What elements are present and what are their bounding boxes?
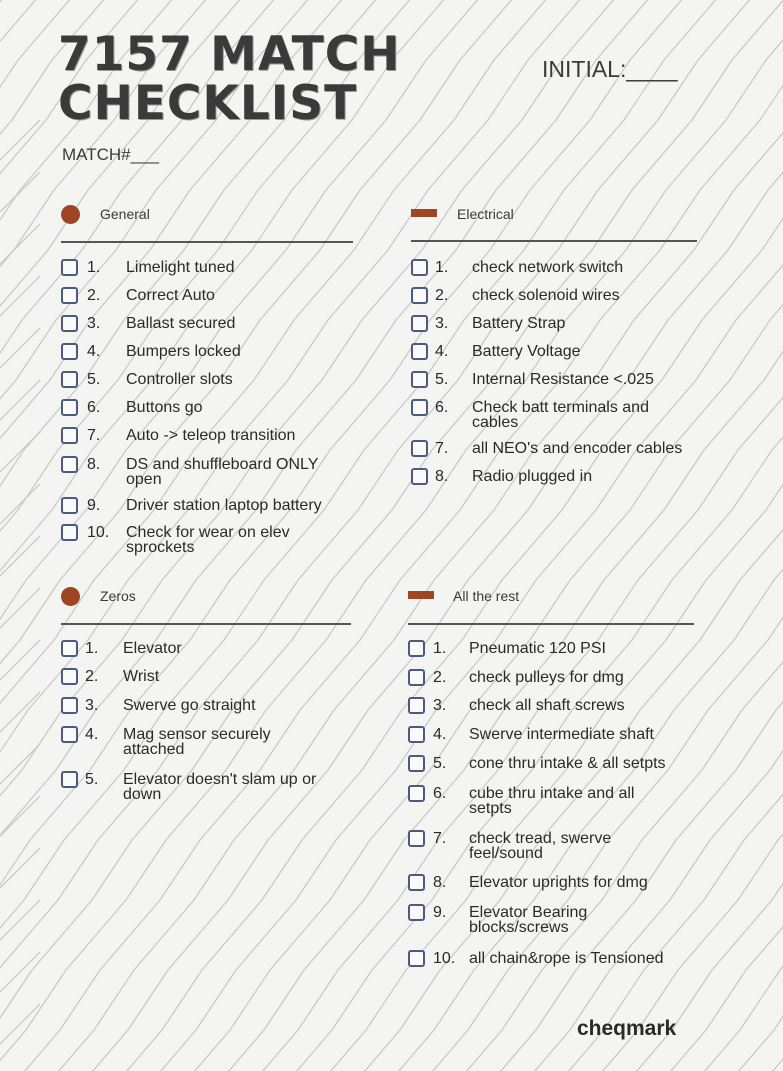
item-text: Pneumatic 120 PSI (469, 640, 606, 657)
item-text: Driver station laptop battery (126, 497, 322, 514)
background-line (0, 120, 40, 160)
checkbox[interactable] (408, 755, 425, 772)
section-title: General (100, 206, 150, 222)
checkbox[interactable] (61, 456, 78, 473)
item-number: 8. (433, 874, 447, 891)
section-divider (408, 623, 694, 625)
checkbox[interactable] (61, 427, 78, 444)
item-text: Bumpers locked (126, 343, 241, 360)
item-number: 5. (433, 755, 447, 772)
section-zeros (61, 585, 351, 803)
item-number: 5. (435, 371, 449, 388)
item-text: Check batt terminals and cables (472, 399, 649, 431)
section-divider (61, 623, 351, 625)
checkbox[interactable] (408, 697, 425, 714)
item-text: Correct Auto (126, 287, 215, 304)
checkbox[interactable] (411, 399, 428, 416)
checklist-item (61, 772, 351, 804)
item-text: Elevator (123, 640, 182, 657)
checkbox[interactable] (408, 950, 425, 967)
item-number: 5. (87, 371, 101, 388)
item-text: check network switch (472, 259, 624, 276)
checklist-item (408, 875, 694, 907)
checkbox[interactable] (408, 785, 425, 802)
item-number: 10. (433, 950, 456, 967)
item-number: 3. (87, 315, 101, 332)
background-line (0, 900, 40, 940)
checkbox[interactable] (408, 726, 425, 743)
background-line (0, 796, 40, 836)
circle-marker-icon (61, 205, 80, 224)
background-line (0, 224, 40, 264)
item-number: 2. (433, 669, 447, 686)
checklist-item (408, 951, 694, 983)
checklist-item (411, 469, 697, 501)
checkbox[interactable] (61, 697, 78, 714)
checkbox[interactable] (411, 468, 428, 485)
match-number-field: MATCH#___ (62, 145, 159, 164)
checklist-item (61, 525, 353, 557)
item-number: 4. (435, 343, 449, 360)
item-number: 6. (435, 399, 449, 416)
section-divider (411, 240, 697, 242)
background-line (0, 744, 40, 784)
bar-marker-icon (411, 209, 437, 217)
item-text: Elevator uprights for dmg (469, 874, 648, 891)
item-text: Buttons go (126, 399, 203, 416)
checkbox[interactable] (411, 259, 428, 276)
background-line (0, 172, 40, 212)
item-text: Limelight tuned (126, 259, 235, 276)
section-divider (61, 241, 353, 243)
item-text: Elevator doesn't slam up or down (123, 771, 317, 803)
initial-field: INITIAL:____ (542, 56, 678, 82)
section-general (61, 203, 353, 556)
item-text: Elevator Bearing blocks/screws (469, 904, 588, 936)
item-text: Mag sensor securely attached (123, 726, 271, 758)
item-text: Controller slots (126, 371, 233, 388)
title-line-1: 7157 MATCH (58, 27, 401, 82)
circle-marker-icon (61, 587, 80, 606)
checkbox[interactable] (408, 830, 425, 847)
item-text: Swerve go straight (123, 697, 256, 714)
item-text: Swerve intermediate shaft (469, 726, 654, 743)
item-number: 3. (435, 315, 449, 332)
checkbox[interactable] (61, 771, 78, 788)
section-title: All the rest (453, 588, 520, 604)
checkbox[interactable] (408, 640, 425, 657)
item-text: Battery Voltage (472, 343, 581, 360)
checkbox[interactable] (61, 668, 78, 685)
item-text: DS and shuffleboard ONLY open (126, 456, 319, 488)
checkbox[interactable] (61, 524, 78, 541)
item-number: 3. (85, 697, 99, 714)
checkbox[interactable] (61, 726, 78, 743)
item-text: check pulleys for dmg (469, 669, 624, 686)
checkbox[interactable] (61, 315, 78, 332)
checkbox[interactable] (408, 874, 425, 891)
background-line (0, 0, 50, 1071)
section-header (61, 585, 351, 609)
checkbox[interactable] (408, 669, 425, 686)
checklist-item (411, 400, 697, 432)
item-text: Battery Strap (472, 315, 566, 332)
section-electrical (411, 203, 697, 485)
checkbox[interactable] (411, 287, 428, 304)
item-text: cube thru intake and all setpts (469, 785, 635, 817)
background-line (0, 380, 40, 420)
section-header (411, 203, 697, 227)
background-line (0, 0, 16, 1071)
checkbox[interactable] (61, 259, 78, 276)
item-number: 7. (87, 427, 101, 444)
section-title: Zeros (100, 588, 136, 604)
checkbox[interactable] (411, 343, 428, 360)
item-number: 1. (87, 259, 101, 276)
item-text: cone thru intake & all setpts (469, 755, 666, 772)
checkbox[interactable] (61, 497, 78, 514)
item-number: 6. (87, 399, 101, 416)
item-text: check tread, swerve feel/sound (469, 830, 612, 862)
item-number: 1. (435, 259, 449, 276)
item-text: Wrist (123, 668, 160, 685)
item-number: 7. (435, 440, 449, 457)
item-number: 9. (433, 904, 447, 921)
title-line-2: CHECKLIST (58, 76, 358, 131)
item-number: 4. (433, 726, 447, 743)
brand-logo: cheqmark (577, 1017, 677, 1040)
section-header (408, 585, 694, 609)
item-number: 4. (85, 726, 99, 743)
item-number: 4. (87, 343, 101, 360)
checkbox[interactable] (411, 440, 428, 457)
section-all-the-rest (408, 585, 694, 967)
item-text: Internal Resistance <.025 (472, 371, 654, 388)
item-text: all chain&rope is Tensioned (469, 950, 664, 967)
background-line (0, 640, 40, 680)
checklist-item (61, 727, 351, 759)
item-text: check solenoid wires (472, 287, 620, 304)
item-number: 7. (433, 830, 447, 847)
checkbox[interactable] (411, 315, 428, 332)
background-line (0, 692, 40, 732)
item-text: Check for wear on elev sprockets (126, 524, 290, 556)
item-number: 1. (433, 640, 447, 657)
item-text: check all shaft screws (469, 697, 625, 714)
page-title (58, 27, 401, 131)
checklist-item (408, 831, 694, 863)
checkbox[interactable] (61, 371, 78, 388)
checkbox[interactable] (61, 399, 78, 416)
item-number: 9. (87, 497, 101, 514)
background-line (0, 328, 40, 368)
checklist-item (408, 756, 694, 788)
checklist-item (408, 786, 694, 818)
checklist-item (408, 905, 694, 937)
item-number: 3. (433, 697, 447, 714)
checkbox[interactable] (61, 287, 78, 304)
item-text: all NEO's and encoder cables (472, 440, 683, 457)
background-line (0, 484, 40, 524)
item-number: 2. (435, 287, 449, 304)
item-text: Ballast secured (126, 315, 236, 332)
item-number: 10. (87, 524, 110, 541)
item-text: Radio plugged in (472, 468, 593, 485)
checkbox[interactable] (408, 904, 425, 921)
item-text: Auto -> teleop transition (126, 427, 296, 444)
background-line (0, 588, 40, 628)
item-number: 2. (85, 668, 99, 685)
item-number: 5. (85, 771, 99, 788)
section-header (61, 203, 353, 227)
checkbox[interactable] (61, 640, 78, 657)
checkbox[interactable] (411, 371, 428, 388)
background-line (0, 952, 40, 992)
checkbox[interactable] (61, 343, 78, 360)
item-number: 8. (435, 468, 449, 485)
section-title: Electrical (457, 206, 514, 222)
checklist-item (61, 457, 353, 489)
item-number: 2. (87, 287, 101, 304)
item-number: 1. (85, 640, 99, 657)
bar-marker-icon (408, 591, 434, 599)
item-number: 8. (87, 456, 101, 473)
item-number: 6. (433, 785, 447, 802)
background-line (0, 432, 40, 472)
